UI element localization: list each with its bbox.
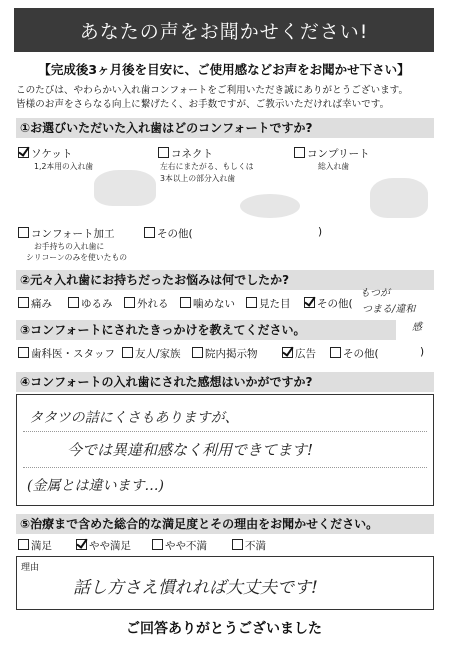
q5-option-label: やや不満 [165, 540, 207, 552]
q5-option-somewhat-satisfied[interactable] [76, 538, 131, 553]
q5-option-label: 満足 [31, 540, 52, 552]
checkbox-checked[interactable] [18, 147, 29, 158]
q2-option-other[interactable] [304, 296, 353, 311]
checkbox[interactable] [192, 347, 203, 358]
question-1-title: ①お選びいただいた入れ歯はどのコンフォートですか? [16, 118, 434, 138]
intro-line-1: このたびは、やわらかい入れ歯コンフォートをご利用いただき誠にありがとうございます。 [16, 85, 409, 96]
checkbox[interactable] [68, 297, 79, 308]
denture-photo-socket [94, 170, 156, 206]
checkbox[interactable] [152, 539, 163, 550]
q1-option-other-close: ) [318, 226, 323, 238]
q1-option-comfort-processing-desc-1: お手持ちの入れ歯に [34, 242, 105, 251]
question-5-title: ⑤治療まで含めた総合的な満足度とその理由をお聞かせください。 [16, 514, 434, 534]
q1-option-socket-desc: 1,2本用の入れ歯 [34, 162, 94, 171]
q4-handwritten-1: タタツの詰にくさもありますが、 [29, 410, 239, 426]
denture-photo-connect [240, 194, 300, 218]
q2-option-looseness[interactable] [68, 296, 113, 311]
checkbox[interactable] [158, 147, 169, 158]
q5-option-satisfied[interactable] [18, 538, 52, 553]
q2-option-label: 見た目 [259, 298, 291, 310]
q1-option-complete[interactable] [294, 146, 370, 161]
q3-option-friend-family[interactable] [122, 346, 181, 361]
q1-option-comfort-processing-label: コンフォート加工 [31, 228, 115, 240]
q1-option-complete-desc: 総入れ歯 [318, 162, 350, 171]
checkbox[interactable] [180, 297, 191, 308]
q4-handwritten-2: 今では異違和感なく利用できてます! [67, 441, 314, 459]
q1-option-connect[interactable] [158, 146, 213, 161]
q3-option-dentist-staff[interactable] [18, 346, 115, 361]
q2-handwritten-2: つまる/違和 [362, 304, 416, 315]
q3-option-label: その他( [343, 348, 379, 360]
q2-option-cannot-chew[interactable] [180, 296, 235, 311]
checkbox[interactable] [18, 297, 29, 308]
q4-handwritten-3: (金属とは違います…) [27, 478, 164, 494]
question-4-title: ④コンフォートの入れ歯にされた感想はいかがですか? [16, 372, 434, 392]
q1-option-connect-desc-1: 左右にまたがる、もしくは [160, 162, 254, 171]
q1-option-socket-label: ソケット [31, 148, 73, 160]
q1-option-connect-label: コネクト [171, 148, 213, 160]
checkbox[interactable] [18, 347, 29, 358]
checkbox[interactable] [18, 539, 29, 550]
q2-option-appearance[interactable] [246, 296, 291, 311]
q3-option-label: 院内掲示物 [205, 348, 258, 360]
q3-option-label: 広告 [295, 348, 316, 360]
q4-answer-box[interactable] [16, 394, 434, 506]
checkbox[interactable] [294, 147, 305, 158]
checkbox-checked[interactable] [76, 539, 87, 550]
q5-option-somewhat-dissatisfied[interactable] [152, 538, 207, 553]
q5-reason-label: 理由 [21, 563, 40, 573]
q3-option-other-close: ) [420, 346, 425, 358]
q2-handwritten-1: もつが [360, 288, 390, 299]
q1-option-connect-desc-2: 3本以上の部分入れ歯 [160, 174, 236, 183]
checkbox[interactable] [124, 297, 135, 308]
checkbox[interactable] [232, 539, 243, 550]
q1-option-comfort-processing-desc-2: シリコーンのみを使いたもの [26, 253, 128, 262]
q2-option-label: 痛み [31, 298, 52, 310]
survey-subheading: 【完成後3ヶ月後を目安に、ご使用感などお声をお聞かせ下さい】 [38, 62, 410, 77]
q5-option-label: 不満 [245, 540, 266, 552]
q1-option-other[interactable] [144, 226, 193, 241]
ruled-line [23, 467, 427, 468]
thank-you-footer: ご回答ありがとうございました [126, 621, 322, 637]
checkbox-checked[interactable] [304, 297, 315, 308]
q3-option-label: 歯科医・スタッフ [31, 348, 115, 360]
q2-handwritten-3: 感 [412, 322, 422, 333]
q3-option-clinic-poster[interactable] [192, 346, 258, 361]
question-2-title: ②元々入れ歯にお持ちだったお悩みは何でしたか? [16, 270, 434, 290]
ruled-line [23, 431, 427, 432]
denture-photo-complete [370, 178, 428, 218]
checkbox[interactable] [144, 227, 155, 238]
q1-option-other-label: その他( [157, 228, 193, 240]
checkbox-checked[interactable] [282, 347, 293, 358]
q1-option-socket[interactable] [18, 146, 72, 161]
q2-option-pain[interactable] [18, 296, 52, 311]
q5-handwritten-reason: 話し方さえ慣れれば大丈夫です! [73, 578, 318, 598]
q5-reason-box[interactable] [16, 556, 434, 610]
q1-option-complete-label: コンプリート [307, 148, 370, 160]
intro-line-2: 皆様のお声をさらなる向上に繋げたく、お手数ですが、ご教示いただければ幸いです。 [16, 99, 390, 110]
q2-option-label: 外れる [137, 298, 169, 310]
q3-option-other[interactable] [330, 346, 379, 361]
survey-banner: あなたの声をお聞かせください! [14, 8, 434, 52]
q2-option-label: その他( [317, 298, 353, 310]
q1-option-comfort-processing[interactable] [18, 226, 114, 241]
q2-option-label: ゆるみ [81, 298, 113, 310]
q2-option-label: 噛めない [193, 298, 235, 310]
q3-option-advertisement[interactable] [282, 346, 316, 361]
q5-option-label: やや満足 [89, 540, 131, 552]
checkbox[interactable] [246, 297, 257, 308]
checkbox[interactable] [330, 347, 341, 358]
q2-option-falls-out[interactable] [124, 296, 169, 311]
q3-option-label: 友人/家族 [135, 348, 181, 360]
q5-option-dissatisfied[interactable] [232, 538, 266, 553]
checkbox[interactable] [122, 347, 133, 358]
question-3-title: ③コンフォートにされたきっかけを教えてください。 [16, 320, 396, 340]
checkbox[interactable] [18, 227, 29, 238]
